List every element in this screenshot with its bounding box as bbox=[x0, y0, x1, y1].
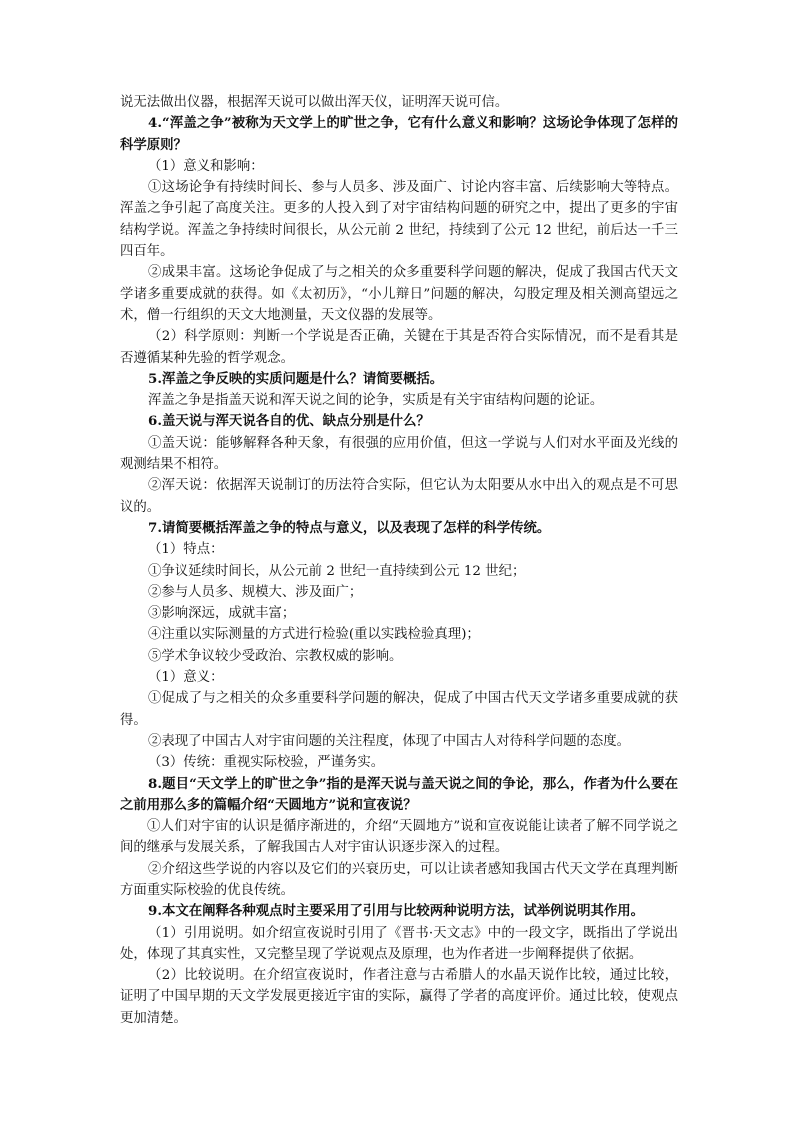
document-page bbox=[120, 92, 678, 1029]
question-8: 8.题目“天文学上的旷世之争”指的是浑天说与盖天说之间的争论，那么，作者为什么要在之前用那么多的篇幅介绍“天圆地方”说和宣夜说？ bbox=[120, 775, 678, 813]
q4-subheading-significance: （1）意义和影响： bbox=[148, 158, 264, 174]
answer-6-huntian: ②浑天说：依据浑天说制订的历法符合实际，但它认为太阳要从水中出入的观点是不可思议的。 bbox=[120, 478, 678, 515]
question-7: 7.请简要概括浑盖之争的特点与意义，以及表现了怎样的科学传统。 bbox=[148, 519, 551, 536]
q7-feature-1: ①争议延续时间长，从公元前 2 世纪一直持续到公元 12 世纪； bbox=[148, 563, 526, 579]
q4-scientific-principle: （2）科学原则：判断一个学说是否正确，关键在于其是否符合实际情况，而不是看其是否遵循某种先验的哲学观念。 bbox=[120, 329, 678, 366]
q7-significance-1: ①促成了与之相关的众多重要科学问题的解决，促成了中国古代天文学诸多重要成就的获得。 bbox=[120, 691, 678, 728]
answer-8-point-1: ①人们对宇宙的认识是循序渐进的，介绍“天圆地方”说和宣夜说能让读者了解不同学说之间的继承与发展关系，了解我国古人对宇宙认识逐步深入的过程。 bbox=[120, 819, 678, 856]
answer-8-point-2: ②介绍这些学说的内容以及它们的兴衰历史，可以让读者感知我国古代天文学在真理判断方面重实际校验的优良传统。 bbox=[120, 861, 678, 898]
q4-point-2: ②成果丰富。这场论争促成了与之相关的众多重要科学问题的解决，促成了我国古代天文学诸多重要成就的获得。如《太初历》，“小儿辩日”问题的解决，勾股定理及相关测高望远之术，僧一行组织的天文大地测量，天文仪器的发展等。 bbox=[120, 265, 678, 323]
question-4: 4.“浑盖之争”被称为天文学上的旷世之争，它有什么意义和影响？这场论争体现了怎样的科学原则？ bbox=[120, 115, 678, 153]
question-6: 6.盖天说与浑天说各自的优、缺点分别是什么？ bbox=[148, 413, 430, 430]
q7-feature-3: ③影响深远，成就丰富； bbox=[148, 606, 296, 622]
q7-significance-2: ②表现了中国古人对宇宙问题的关注程度，体现了中国古人对待科学问题的态度。 bbox=[148, 733, 631, 749]
q7-tradition: （3）传统：重视实际校验，严谨务实。 bbox=[148, 755, 385, 771]
q7-feature-2: ②参与人员多、规模大、涉及面广； bbox=[148, 584, 363, 600]
question-5: 5.浑盖之争反映的实质问题是什么？请简要概括。 bbox=[148, 370, 444, 387]
q7-subheading-significance: （1）意义： bbox=[148, 670, 224, 686]
q7-feature-5: ⑤学术争议较少受政治、宗教权威的影响。 bbox=[148, 648, 403, 664]
answer-5: 浑盖之争是指盖天说和浑天说之间的论争，实质是有关宇宙结构问题的论证。 bbox=[148, 393, 604, 409]
answer-3-conclusion: 说无法做出仪器，根据浑天说可以做出浑天仪，证明浑天说可信。 bbox=[120, 95, 509, 110]
answer-9-citation: （1）引用说明。如介绍宣夜说时引用了《晋书·天文志》中的一段文字，既指出了学说出处，体现了其真实性，又完整呈现了学说观点及原理，也为作者进一步阐释提供了依据。 bbox=[120, 925, 678, 962]
answer-9-comparison: （2）比较说明。在介绍宣夜说时，作者注意与古希腊人的水晶天说作比较，通过比较，证明了中国早期的天文学发展更接近宇宙的实际，赢得了学者的高度评价。通过比较，使观点更加清楚。 bbox=[120, 968, 678, 1026]
q4-point-1: ①这场论争有持续时间长、参与人员多、涉及面广、讨论内容丰富、后续影响大等特点。浑盖之争引起了高度关注。更多的人投入到了对宇宙结构问题的研究之中，提出了更多的宇宙结构学说。浑盖之争持续时间很长，从公元前 2 世纪，持续到了公元 12 世纪，前后达一千三四百年。 bbox=[120, 180, 678, 260]
answer-6-gaitian: ①盖天说：能够解释各种天象，有很强的应用价值，但这一学说与人们对水平面及光线的观测结果不相符。 bbox=[120, 435, 678, 473]
q7-subheading-features: （1）特点： bbox=[148, 542, 224, 558]
q7-feature-4: ④注重以实际测量的方式进行检验(重以实践检验真理)； bbox=[148, 627, 480, 643]
question-9: 9.本文在阐释各种观点时主要采用了引用与比较两种说明方法，试举例说明其作用。 bbox=[148, 903, 645, 920]
